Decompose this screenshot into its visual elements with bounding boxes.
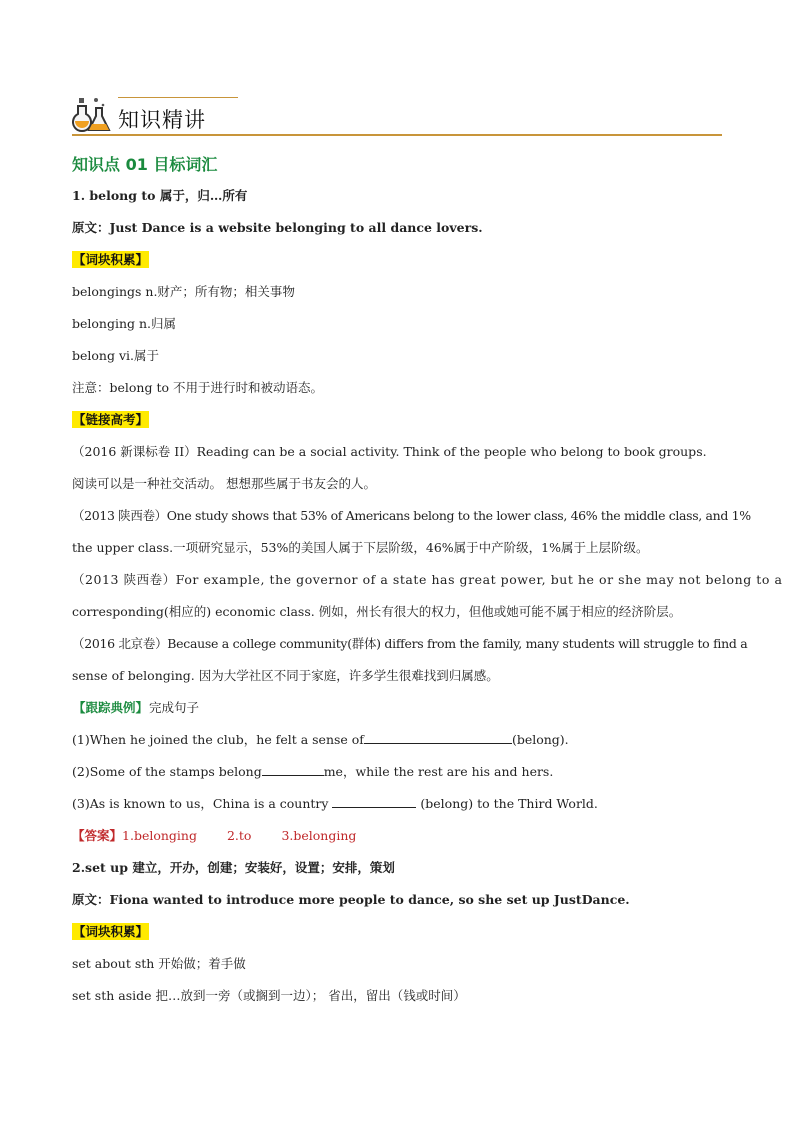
phrase-line: belonging n.归属 <box>72 316 177 331</box>
phrase-line: set sth aside 把…放到一旁（或搁到一边）； 省出，留出（钱或时间） <box>72 988 466 1003</box>
exam-line: （2016 北京卷）Because a college community(群体) differs from the family, many students will struggle to find a <box>72 636 748 651</box>
answer-1: 1.belonging <box>122 828 197 843</box>
page <box>72 92 783 1012</box>
item2-head: 2.set up 建立，开办，创建；安装好，设置；安排，策划 <box>72 860 395 875</box>
header-top-rule <box>118 97 238 98</box>
phrase-line: belongings n.财产；所有物；相关事物 <box>72 284 295 299</box>
item2-source: 原文：Fiona wanted to introduce more people to dance, so she set up JustDance. <box>72 892 630 907</box>
exam-line: 阅读可以是一种社交活动。 想想那些属于书友会的人。 <box>72 476 376 491</box>
note-line: 注意：belong to 不用于进行时和被动语态。 <box>72 380 323 395</box>
exam-line: （2013 陕西卷）For example, the governor of a state has great power, but he or she may not belong to a <box>72 572 783 587</box>
exam-line: （2016 新课标卷 II）Reading can be a social activity. Think of the people who belong to book groups. <box>72 444 707 459</box>
tag-phrases: 【词块积累】 <box>73 252 149 267</box>
answer-3: 3.belonging <box>281 828 357 843</box>
exam-line: （2013 陕西卷）One study shows that 53% of Americans belong to the lower class, 46% the middle class, and 1% <box>72 508 751 523</box>
header-title: 知识精讲 <box>118 108 206 132</box>
answer-blank[interactable] <box>364 731 512 744</box>
flask-icon <box>72 96 112 134</box>
tag-practice: 【跟踪典例】 <box>73 700 149 715</box>
phrase-line: belong vi.属于 <box>72 348 159 363</box>
tag-answer: 【答案】 <box>72 828 123 843</box>
section-title: 知识点 01 目标词汇 <box>72 155 218 174</box>
answer-2: 2.to <box>226 828 252 843</box>
item1-head: 1. belong to 属于，归…所有 <box>72 188 248 203</box>
exam-line: sense of belonging. 因为大学社区不同于家庭，许多学生很难找到归属感。 <box>72 668 499 683</box>
answer-blank[interactable] <box>332 795 416 808</box>
section-header <box>72 92 722 136</box>
phrase-line: set about sth 开始做；着手做 <box>72 956 246 971</box>
practice-item: (1)When he joined the club，he felt a sense of (belong). <box>72 732 569 747</box>
tag-phrases: 【词块积累】 <box>73 924 149 939</box>
practice-title: 完成句子 <box>149 700 200 715</box>
header-rule <box>72 134 722 136</box>
item1-source: 原文：Just Dance is a website belonging to all dance lovers. <box>72 220 483 235</box>
exam-line: the upper class.一项研究显示，53%的美国人属于下层阶级，46%属于中产阶级，1%属于上层阶级。 <box>72 540 649 555</box>
practice-item: (2)Some of the stamps belong me，while the rest are his and hers. <box>72 764 554 779</box>
answer-blank[interactable] <box>262 763 324 776</box>
answer-line <box>72 820 722 852</box>
practice-item: (3)As is known to us，China is a country (belong) to the Third World. <box>72 796 598 811</box>
tag-exam: 【链接高考】 <box>73 412 149 427</box>
exam-line: corresponding(相应的) economic class. 例如，州长有很大的权力，但他或她可能不属于相应的经济阶层。 <box>72 604 682 619</box>
